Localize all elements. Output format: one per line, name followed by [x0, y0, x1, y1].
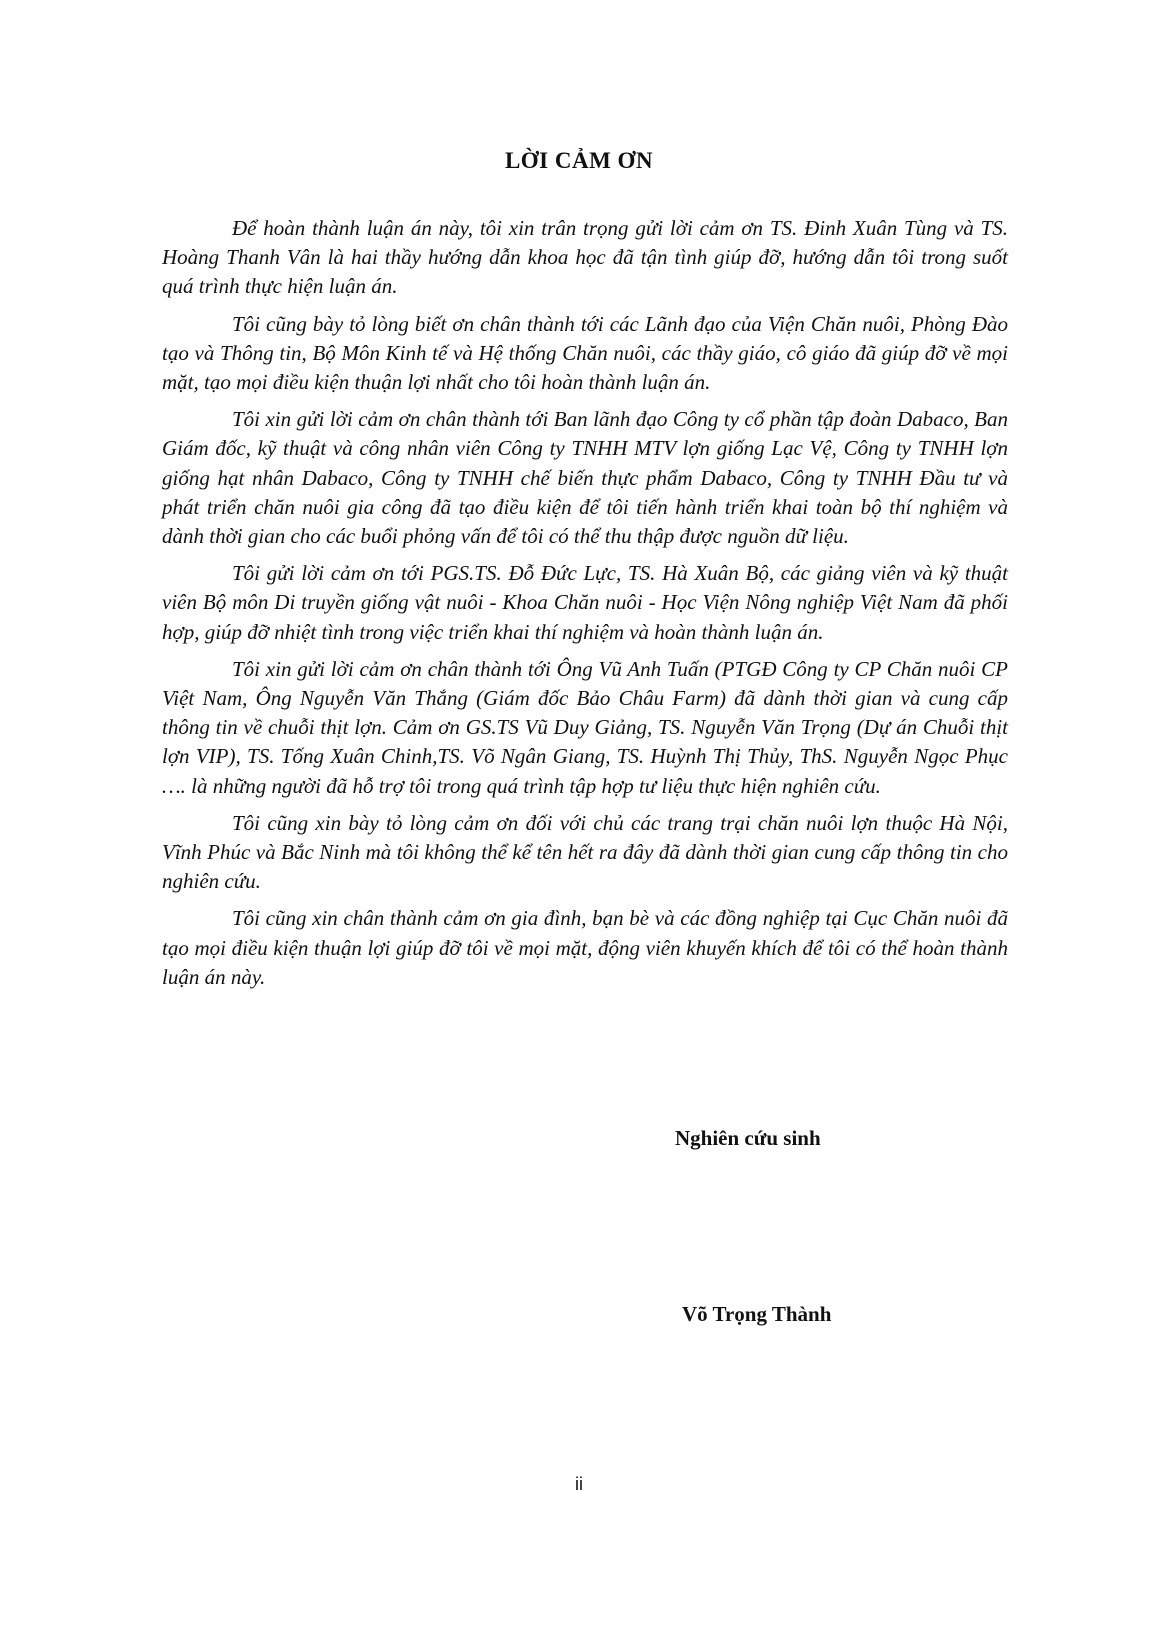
- signature-role: Nghiên cứu sinh: [675, 1126, 821, 1150]
- acknowledgement-body: [162, 214, 1008, 1000]
- page-number: ii: [575, 1474, 583, 1494]
- page-title: LỜI CẢM ƠN: [504, 148, 654, 173]
- paragraph-7: Tôi cũng xin chân thành cảm ơn gia đình, bạn bè và các đồng nghiệp tại Cục Chăn nuôi đã tạo mọi điều kiện thuận lợi giúp đỡ tôi về mọi mặt, động viên khuyến khích để tôi có thể hoàn thành luận án này.: [162, 906, 1008, 989]
- paragraph-1: Để hoàn thành luận án này, tôi xin trân trọng gửi lời cảm ơn TS. Đinh Xuân Tùng và TS. Hoàng Thanh Vân là hai thầy hướng dẫn khoa học đã tận tình giúp đỡ, hướng dẫn tôi trong suốt quá trình thực hiện luận án.: [162, 216, 1008, 299]
- signature-name: Võ Trọng Thành: [682, 1302, 832, 1326]
- paragraph-5: Tôi xin gửi lời cảm ơn chân thành tới Ông Vũ Anh Tuấn (PTGĐ Công ty CP Chăn nuôi CP Việt Nam, Ông Nguyễn Văn Thắng (Giám đốc Bảo Châu Farm) đã dành thời gian và cung cấp thông tin về chuỗi thịt lợn. Cảm ơn GS.TS Vũ Duy Giảng, TS. Nguyễn Văn Trọng (Dự án Chuỗi thịt lợn VIP), TS. Tống Xuân Chinh,TS. Võ Ngân Giang, TS. Huỳnh Thị Thủy, ThS. Nguyễn Ngọc Phục …. là những người đã hỗ trợ tôi trong quá trình tập hợp tư liệu thực hiện nghiên cứu.: [162, 656, 1008, 798]
- paragraph-4: Tôi gửi lời cảm ơn tới PGS.TS. Đỗ Đức Lực, TS. Hà Xuân Bộ, các giảng viên và kỹ thuật viên Bộ môn Di truyền giống vật nuôi - Khoa Chăn nuôi - Học Viện Nông nghiệp Việt Nam đã phối hợp, giúp đỡ nhiệt tình trong việc triển khai thí nghiệm và hoàn thành luận án.: [162, 561, 1008, 644]
- paragraph-6: Tôi cũng xin bày tỏ lòng cảm ơn đối với chủ các trang trại chăn nuôi lợn thuộc Hà Nội, Vĩnh Phúc và Bắc Ninh mà tôi không thể kể tên hết ra đây đã dành thời gian cung cấp thông tin cho nghiên cứu.: [162, 810, 1008, 894]
- paragraph-3: Tôi xin gửi lời cảm ơn chân thành tới Ban lãnh đạo Công ty cổ phần tập đoàn Dabaco, Ban Giám đốc, kỹ thuật và công nhân viên Công ty TNHH MTV lợn giống Lạc Vệ, Công ty TNHH lợn giống hạt nhân Dabaco, Công ty TNHH chế biến thực phẩm Dabaco, Công ty TNHH Đầu tư và phát triển chăn nuôi gia công đã tạo điều kiện để tôi tiến hành triển khai toàn bộ thí nghiệm và dành thời gian cho các buổi phỏng vấn để tôi có thể thu thập được nguồn dữ liệu.: [162, 407, 1008, 549]
- paragraph-2: Tôi cũng bày tỏ lòng biết ơn chân thành tới các Lãnh đạo của Viện Chăn nuôi, Phòng Đào tạo và Thông tin, Bộ Môn Kinh tế và Hệ thống Chăn nuôi, các thầy giáo, cô giáo đã giúp đỡ về mọi mặt, tạo mọi điều kiện thuận lợi nhất cho tôi hoàn thành luận án.: [162, 311, 1008, 395]
